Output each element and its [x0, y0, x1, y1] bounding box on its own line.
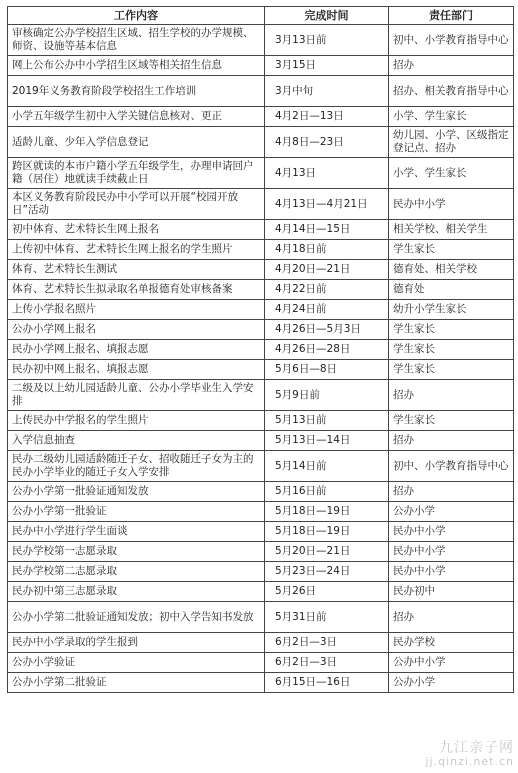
table-row [8, 280, 514, 300]
dept-cell: 幼儿园、小学、区级指定登记点、招办 [389, 127, 514, 158]
task-cell: 小学五年级学生初中入学关键信息核对、更正 [8, 107, 265, 127]
table-row [8, 411, 514, 431]
time-cell: 6月15日—16日 [265, 673, 389, 693]
table-row [8, 502, 514, 522]
dept-cell: 学生家长 [389, 240, 514, 260]
task-cell: 体育、艺术特长生拟录取名单报德育处审核备案 [8, 280, 265, 300]
task-cell: 公办小学第一批验证通知发放 [8, 482, 265, 502]
dept-cell: 幼升小学生家长 [389, 300, 514, 320]
table-row [8, 360, 514, 380]
time-cell: 5月18日—19日 [265, 522, 389, 542]
table-row [8, 220, 514, 240]
time-cell: 6月2日—3日 [265, 633, 389, 653]
time-cell: 5月31日前 [265, 602, 389, 633]
task-cell: 民办小学网上报名、填报志愿 [8, 340, 265, 360]
column-header-time: 完成时间 [265, 7, 389, 25]
dept-cell: 招办 [389, 482, 514, 502]
dept-cell: 民办中小学 [389, 189, 514, 220]
table-row [8, 25, 514, 56]
dept-cell: 招办 [389, 602, 514, 633]
dept-cell: 民办初中 [389, 582, 514, 602]
dept-cell: 德育处 [389, 280, 514, 300]
time-cell: 4月14日—15日 [265, 220, 389, 240]
time-cell: 5月6日—8日 [265, 360, 389, 380]
dept-cell: 民办中小学 [389, 522, 514, 542]
time-cell: 4月18日前 [265, 240, 389, 260]
task-cell: 体育、艺术特长生测试 [8, 260, 265, 280]
dept-cell: 民办中小学 [389, 562, 514, 582]
time-cell: 3月15日 [265, 56, 389, 76]
watermark-title: 九江亲子网 [439, 740, 514, 756]
task-cell: 审核确定公办学校招生区域、招生学校的办学规模、师资、设施等基本信息 [8, 25, 265, 56]
table-row [8, 260, 514, 280]
time-cell: 3月13日前 [265, 25, 389, 56]
time-cell: 4月24日前 [265, 300, 389, 320]
time-cell: 5月13日—14日 [265, 431, 389, 451]
time-cell: 4月13日—4月21日 [265, 189, 389, 220]
time-cell: 4月26日—28日 [265, 340, 389, 360]
table-row [8, 562, 514, 582]
table-row [8, 340, 514, 360]
task-cell: 公办小学验证 [8, 653, 265, 673]
task-cell: 公办小学网上报名 [8, 320, 265, 340]
table-row [8, 107, 514, 127]
table-row [8, 582, 514, 602]
time-cell: 5月14日前 [265, 451, 389, 482]
table-row [8, 127, 514, 158]
task-cell: 初中体育、艺术特长生网上报名 [8, 220, 265, 240]
time-cell: 5月26日 [265, 582, 389, 602]
task-cell: 公办小学第二批验证通知发放；初中入学告知书发放 [8, 602, 265, 633]
table-row [8, 522, 514, 542]
table-row [8, 633, 514, 653]
dept-cell: 招办 [389, 56, 514, 76]
task-cell: 跨区就读的本市户籍小学五年级学生，办理申请回户籍（居住）地就读手续截止日 [8, 158, 265, 189]
task-cell: 入学信息抽查 [8, 431, 265, 451]
table-row [8, 300, 514, 320]
dept-cell: 招办 [389, 431, 514, 451]
time-cell: 4月13日 [265, 158, 389, 189]
task-cell: 民办中小学录取的学生报到 [8, 633, 265, 653]
time-cell: 5月9日前 [265, 380, 389, 411]
table-row [8, 76, 514, 107]
table-row [8, 482, 514, 502]
time-cell: 4月20日—21日 [265, 260, 389, 280]
task-cell: 上传小学报名照片 [8, 300, 265, 320]
table-row [8, 56, 514, 76]
task-cell: 民办中小学进行学生面谈 [8, 522, 265, 542]
task-cell: 民办二级幼儿园适龄随迁子女、招收随迁子女为主的民办小学毕业的随迁子女入学安排 [8, 451, 265, 482]
table-row [8, 542, 514, 562]
time-cell: 5月23日—24日 [265, 562, 389, 582]
column-header-dept: 责任部门 [389, 7, 514, 25]
dept-cell: 小学、学生家长 [389, 107, 514, 127]
dept-cell: 德育处、相关学校 [389, 260, 514, 280]
table-row [8, 189, 514, 220]
dept-cell: 公办小学 [389, 502, 514, 522]
table-row [8, 451, 514, 482]
table-row [8, 320, 514, 340]
task-cell: 公办小学第一批验证 [8, 502, 265, 522]
watermark-url: jj.qinzi.net.cn [425, 755, 514, 768]
task-cell: 民办学校第二志愿录取 [8, 562, 265, 582]
table-row [8, 602, 514, 633]
task-cell: 民办初中第三志愿录取 [8, 582, 265, 602]
dept-cell: 学生家长 [389, 360, 514, 380]
task-cell: 上传初中体育、艺术特长生网上报名的学生照片 [8, 240, 265, 260]
table-row [8, 653, 514, 673]
dept-cell: 民办学校 [389, 633, 514, 653]
dept-cell: 相关学校、相关学生 [389, 220, 514, 240]
dept-cell: 小学、学生家长 [389, 158, 514, 189]
task-cell: 公办小学第二批验证 [8, 673, 265, 693]
time-cell: 5月18日—19日 [265, 502, 389, 522]
task-cell: 适龄儿童、少年入学信息登记 [8, 127, 265, 158]
task-cell: 上传民办中学报名的学生照片 [8, 411, 265, 431]
dept-cell: 学生家长 [389, 411, 514, 431]
table-row [8, 380, 514, 411]
task-cell: 民办学校第一志愿录取 [8, 542, 265, 562]
dept-cell: 招办、相关教育指导中心 [389, 76, 514, 107]
time-cell: 5月13日前 [265, 411, 389, 431]
time-cell: 5月20日—21日 [265, 542, 389, 562]
enrollment-schedule [7, 6, 513, 693]
task-cell: 网上公布公办中小学招生区域等相关招生信息 [8, 56, 265, 76]
dept-cell: 初中、小学教育指导中心 [389, 451, 514, 482]
time-cell: 6月2日—3日 [265, 653, 389, 673]
table-header-row [8, 7, 514, 25]
time-cell: 4月8日—23日 [265, 127, 389, 158]
table-row [8, 158, 514, 189]
time-cell: 5月16日前 [265, 482, 389, 502]
dept-cell: 学生家长 [389, 340, 514, 360]
dept-cell: 公办小学 [389, 673, 514, 693]
table-row [8, 673, 514, 693]
table-row [8, 431, 514, 451]
table-row [8, 240, 514, 260]
time-cell: 4月2日—13日 [265, 107, 389, 127]
task-cell: 二级及以上幼儿园适龄儿童、公办小学毕业生入学安排 [8, 380, 265, 411]
schedule-table [7, 6, 514, 693]
time-cell: 4月22日前 [265, 280, 389, 300]
column-header-task: 工作内容 [8, 7, 265, 25]
task-cell: 2019年义务教育阶段学校招生工作培训 [8, 76, 265, 107]
dept-cell: 公办中小学 [389, 653, 514, 673]
watermark [425, 741, 514, 769]
dept-cell: 招办 [389, 380, 514, 411]
dept-cell: 初中、小学教育指导中心 [389, 25, 514, 56]
time-cell: 4月26日—5月3日 [265, 320, 389, 340]
task-cell: 民办初中网上报名、填报志愿 [8, 360, 265, 380]
dept-cell: 民办中小学 [389, 542, 514, 562]
time-cell: 3月中旬 [265, 76, 389, 107]
dept-cell: 学生家长 [389, 320, 514, 340]
task-cell: 本区义务教育阶段民办中小学可以开展“校园开放日”活动 [8, 189, 265, 220]
